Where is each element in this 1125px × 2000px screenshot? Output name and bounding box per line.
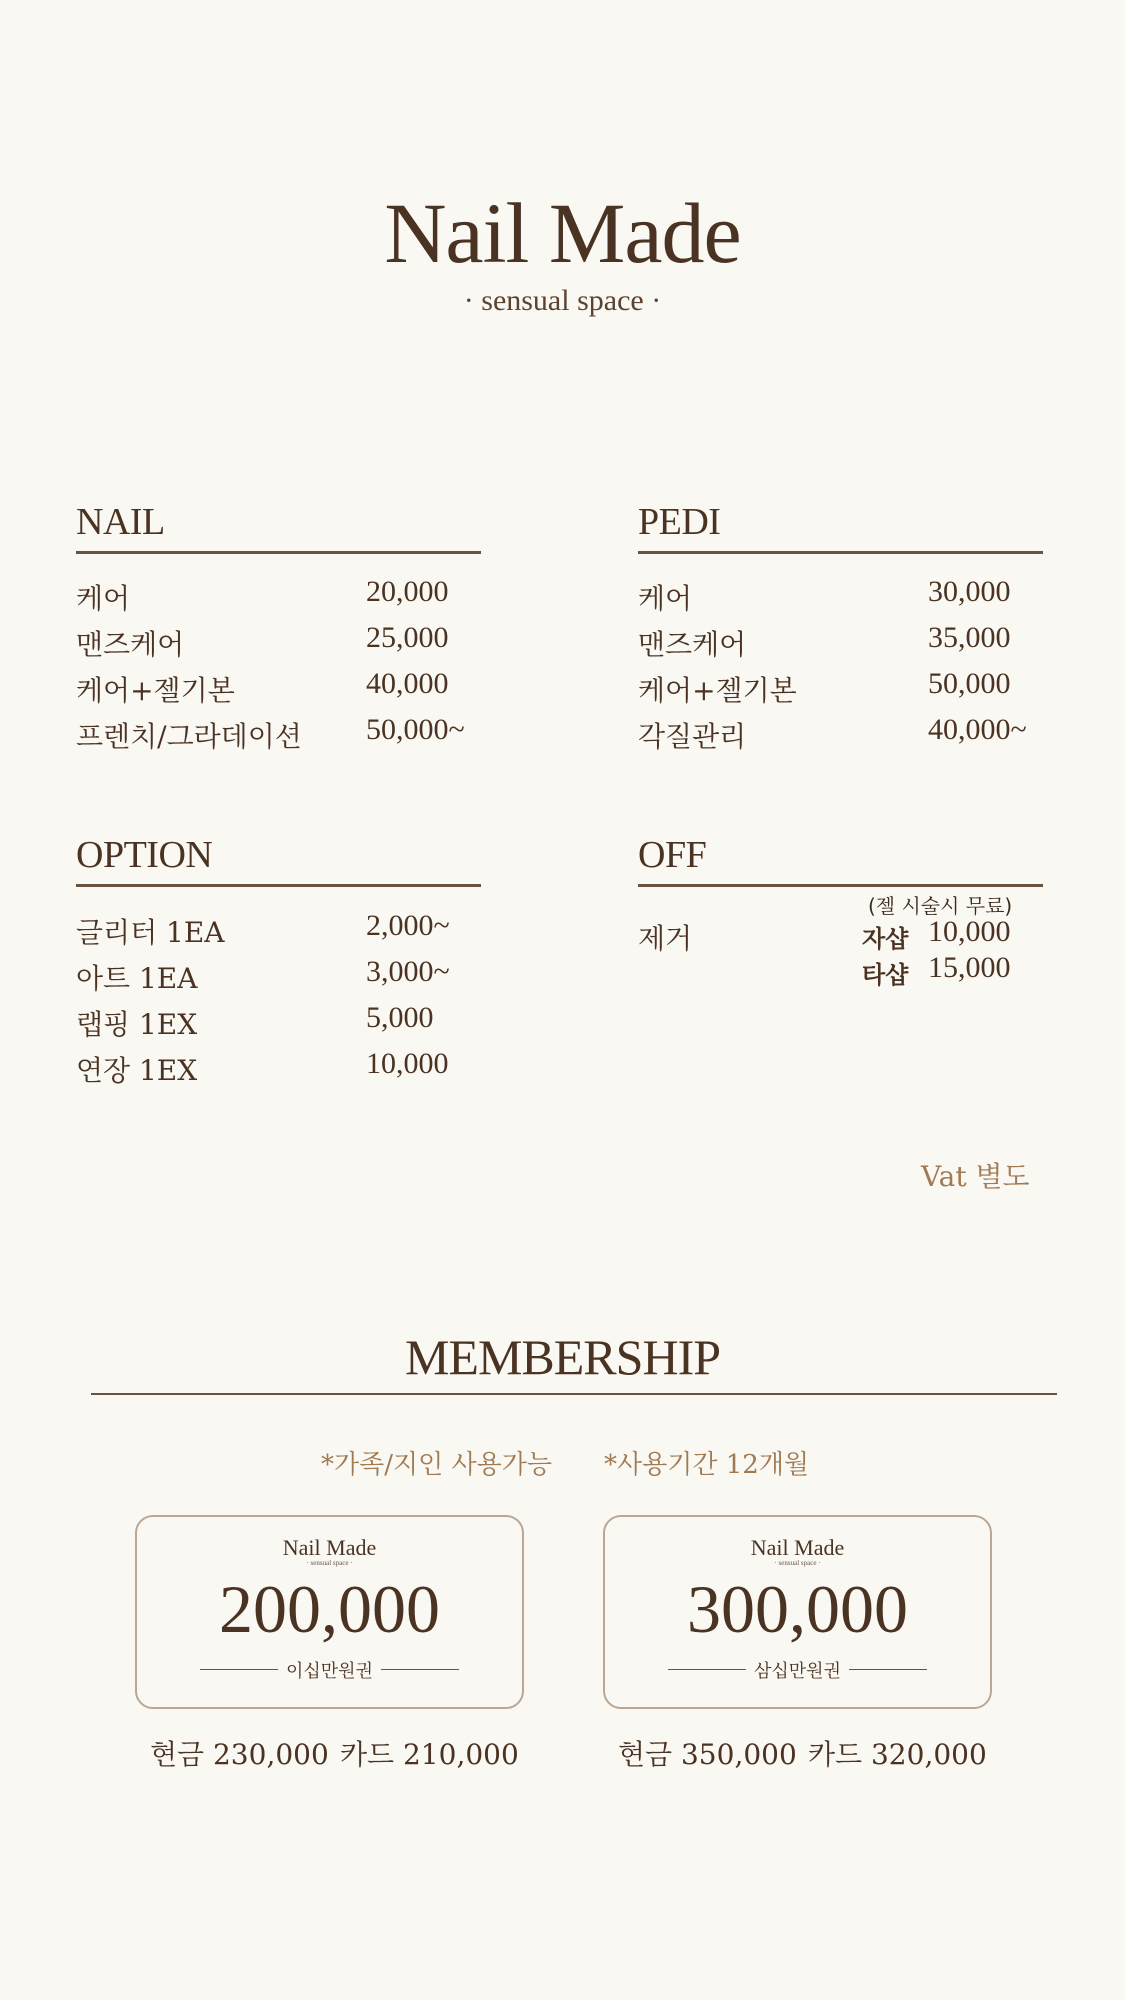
membership-card-300000 (603, 1515, 992, 1709)
option-item-price: 10,000 (366, 1047, 449, 1080)
off-item-name: 제거 (638, 922, 693, 955)
off-row-label: 자샵 (862, 924, 909, 953)
membership-card-200000 (135, 1515, 524, 1709)
pedi-item-name: 맨즈케어 (638, 628, 747, 661)
brand-title: Nail Made (384, 185, 741, 281)
card-card-price: 카드 210,000 (340, 1738, 519, 1771)
nail-item-price: 20,000 (366, 575, 449, 608)
card-tagline: · sensual space · (774, 1559, 821, 1567)
section-title-pedi: PEDI (638, 501, 721, 543)
nail-item-name: 케어+젤기본 (76, 674, 235, 707)
section-title-option: OPTION (76, 834, 213, 876)
off-row-price: 15,000 (928, 951, 1011, 984)
nail-item-name: 케어 (76, 582, 131, 615)
option-item-price: 2,000~ (366, 909, 450, 942)
divider-nail (76, 551, 481, 554)
nail-item-price: 40,000 (366, 667, 449, 700)
pedi-item-price: 35,000 (928, 621, 1011, 654)
card-amount: 300,000 (687, 1571, 908, 1647)
option-item-price: 3,000~ (366, 955, 450, 988)
nail-item-price: 25,000 (366, 621, 449, 654)
option-item-name: 랩핑 1EX (76, 1008, 198, 1041)
off-row-price: 10,000 (928, 915, 1011, 948)
card-caption-line-right (849, 1669, 927, 1670)
pedi-item-price: 40,000~ (928, 713, 1027, 746)
card-cash-price: 현금 230,000 (150, 1738, 329, 1771)
divider-membership (91, 1393, 1057, 1395)
card-card-price: 카드 320,000 (808, 1738, 987, 1771)
pedi-item-name: 케어+젤기본 (638, 674, 797, 707)
option-item-price: 5,000 (366, 1001, 434, 1034)
pedi-item-name: 각질관리 (638, 720, 747, 753)
card-brand: Nail Made (750, 1535, 845, 1560)
card-brand: Nail Made (282, 1535, 377, 1560)
nail-item-price: 50,000~ (366, 713, 465, 746)
card-amount: 200,000 (219, 1571, 440, 1647)
off-free-note: (젤 시술시 무료) (868, 894, 1013, 918)
card-caption: 이십만원권 (286, 1661, 373, 1682)
nail-item-name: 맨즈케어 (76, 628, 185, 661)
option-item-name: 글리터 1EA (76, 916, 225, 949)
vat-note: Vat 별도 (921, 1160, 1030, 1193)
pedi-item-price: 50,000 (928, 667, 1011, 700)
divider-pedi (638, 551, 1043, 554)
nail-item-name: 프렌치/그라데이션 (76, 720, 302, 753)
card-tagline: · sensual space · (306, 1559, 353, 1567)
section-title-nail: NAIL (76, 501, 165, 543)
divider-option (76, 884, 481, 887)
option-item-name: 연장 1EX (76, 1054, 198, 1087)
section-title-off: OFF (638, 834, 707, 876)
brand-tagline: · sensual space · (463, 284, 662, 317)
divider-off (638, 884, 1043, 887)
membership-note-family: *가족/지인 사용가능 (321, 1450, 552, 1480)
membership-title: MEMBERSHIP (404, 1329, 721, 1385)
pedi-item-name: 케어 (638, 582, 693, 615)
card-caption-line-right (381, 1669, 459, 1670)
off-row-label: 타샵 (862, 960, 909, 989)
card-cash-price: 현금 350,000 (618, 1738, 797, 1771)
pedi-item-price: 30,000 (928, 575, 1011, 608)
card-caption: 삼십만원권 (754, 1661, 841, 1682)
membership-note-period: *사용기간 12개월 (604, 1450, 810, 1480)
option-item-name: 아트 1EA (76, 962, 198, 995)
